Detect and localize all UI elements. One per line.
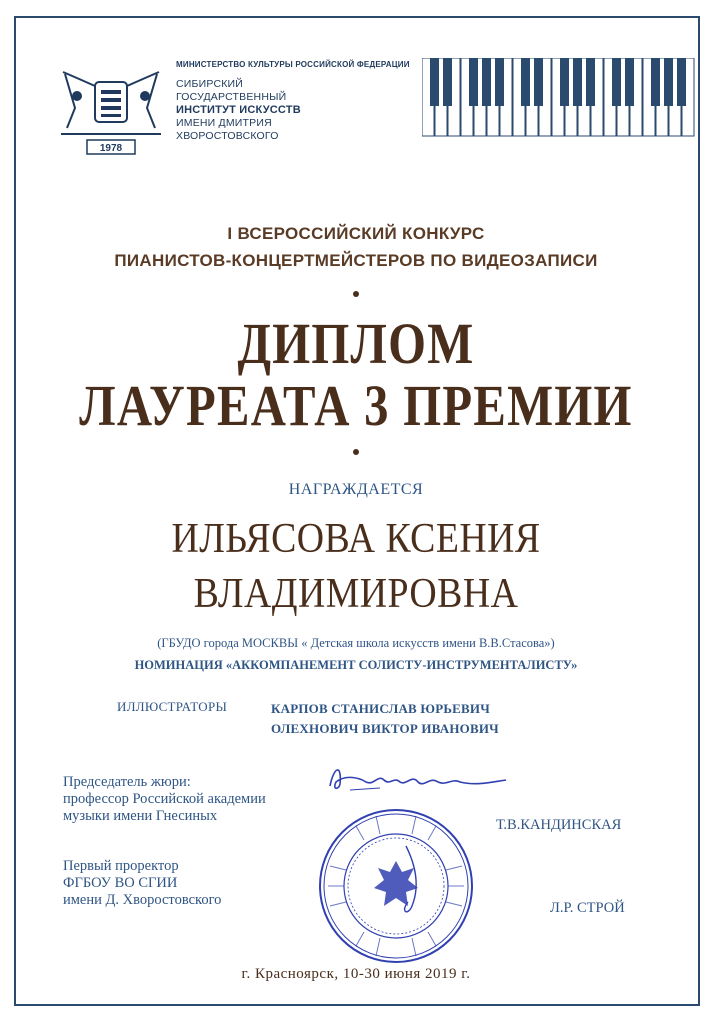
prorector-line: Первый проректор: [63, 858, 179, 874]
contest-title-line1: I ВСЕРОССИЙСКИЙ КОНКУРС: [227, 224, 485, 243]
school-name: (ГБУДО города МОСКВЫ « Детская школа искусств имени В.В.Стасова»): [157, 636, 555, 650]
prorector-line: ФГБОУ ВО СГИИ: [63, 875, 178, 891]
institute-logo-icon: [57, 68, 165, 160]
signature-icon: [320, 756, 510, 800]
piano-keys-icon: [422, 58, 700, 138]
jury-line: музыки имени Гнесиных: [63, 808, 218, 824]
diploma-subtitle: ЛАУРЕАТА 3 ПРЕМИИ: [79, 373, 633, 438]
institute-line: СИБИРСКИЙ: [176, 78, 244, 90]
official-stamp-icon: [316, 806, 476, 966]
institute-line: ИМЕНИ ДМИТРИЯ: [176, 117, 272, 129]
jury-signer-name: Т.В.КАНДИНСКАЯ: [496, 817, 622, 833]
divider-dot: [353, 449, 359, 455]
illustrators-label: ИЛЛЮСТРАТОРЫ: [117, 699, 228, 714]
awarded-label: НАГРАЖДАЕТСЯ: [288, 481, 424, 498]
diploma-title: ДИПЛОМ: [237, 311, 475, 376]
jury-line: Председатель жюри:: [63, 774, 191, 790]
divider-dot: [353, 291, 359, 297]
jury-line: профессор Российской академии: [63, 791, 266, 807]
ministry-name: МИНИСТЕРСТВО КУЛЬТУРЫ РОССИЙСКОЙ ФЕДЕРАЦИИ: [176, 60, 410, 69]
recipient-name-line1: ИЛЬЯСОВА КСЕНИЯ: [171, 516, 541, 562]
illustrator-name: ОЛЕХНОВИЧ ВИКТОР ИВАНОВИЧ: [271, 721, 499, 736]
prorector-title: [63, 858, 221, 909]
logo-year: 1978: [99, 143, 123, 154]
contest-title-line2: ПИАНИСТОВ-КОНЦЕРТМЕЙСТЕРОВ ПО ВИДЕОЗАПИСИ: [114, 251, 598, 270]
place-and-date: г. Красноярск, 10-30 июня 2019 г.: [241, 966, 471, 982]
illustrators-names: [271, 699, 499, 739]
illustrator-name: КАРПОВ СТАНИСЛАВ ЮРЬЕВИЧ: [271, 701, 490, 716]
institute-line: ХВОРОСТОВСКОГО: [176, 130, 279, 142]
recipient-name-line2: ВЛАДИМИРОВНА: [193, 571, 519, 617]
institute-line: ГОСУДАРСТВЕННЫЙ: [176, 91, 287, 103]
institute-name: [176, 78, 301, 143]
institute-line: ИНСТИТУТ ИСКУССТВ: [176, 104, 301, 116]
jury-chair-title: [63, 774, 266, 825]
nomination: НОМИНАЦИЯ «АККОМПАНЕМЕНТ СОЛИСТУ-ИНСТРУМЕНТАЛИСТУ»: [134, 658, 578, 672]
prorector-signer-name: Л.Р. СТРОЙ: [550, 900, 625, 916]
prorector-line: имени Д. Хворостовского: [63, 892, 222, 908]
